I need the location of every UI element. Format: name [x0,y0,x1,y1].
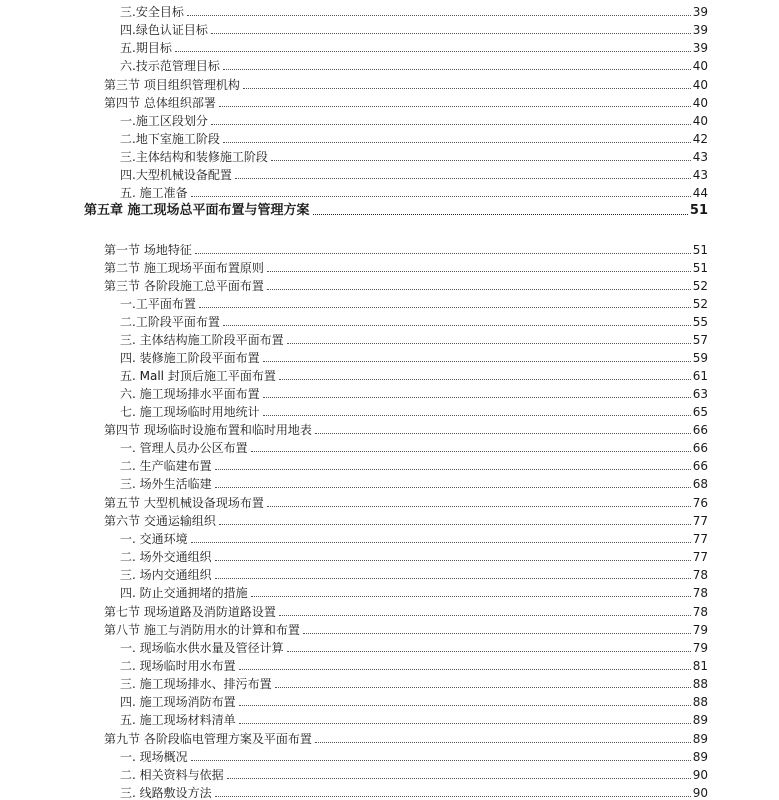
toc-page-number: 89 [692,713,708,727]
dot-leader [223,325,691,326]
toc-subsection-entry[interactable] [120,584,708,600]
toc-subsection-entry[interactable] [120,385,708,401]
toc-entry-label: 三. 场内交通组织 [120,568,212,582]
toc-page-number: 89 [692,750,708,764]
toc-subsection-entry[interactable] [120,313,708,329]
toc-page-number: 68 [692,477,708,491]
toc-page-number: 57 [692,333,708,347]
dot-leader [175,51,691,52]
dot-leader [223,142,691,143]
toc-entry-label: 五. 施工现场材料清单 [120,713,236,727]
toc-entry-label: 三. 线路敷设方法 [120,786,212,800]
toc-entry-label: 三. 主体结构施工阶段平面布置 [120,333,284,347]
dot-leader [279,615,691,616]
toc-entry-label: 五. Mall 封顶后施工平面布置 [120,369,276,383]
toc-subsection-entry[interactable] [120,21,708,37]
toc-entry-label: 二.工阶段平面布置 [120,315,220,329]
toc-page-number: 90 [692,786,708,800]
dot-leader [315,742,691,743]
dot-leader [215,487,691,488]
toc-page-number: 42 [692,132,708,146]
toc-page-number: 66 [692,459,708,473]
toc-page-number: 52 [692,279,708,293]
dot-leader [267,506,691,507]
toc-entry-label: 第四节 现场临时设施布置和临时用地表 [104,423,312,437]
toc-page-number: 40 [692,78,708,92]
toc-entry-label: 一.施工区段划分 [120,114,208,128]
dot-leader [219,524,691,525]
toc-page-number: 43 [692,150,708,164]
toc-page-number: 78 [692,605,708,619]
toc-entry-label: 一. 现场临水供水量及管径计算 [120,641,284,655]
toc-entry-label: 第九节 各阶段临电管理方案及平面布置 [104,732,312,746]
toc-subsection-entry[interactable] [120,57,708,73]
dot-leader [313,214,688,215]
toc-page-number: 88 [692,677,708,691]
toc-entry-label: 一. 交通环境 [120,532,188,546]
toc-subsection-entry[interactable] [120,148,708,164]
toc-page-number: 51 [689,203,708,218]
toc-page-number: 51 [692,261,708,275]
toc-page-number: 79 [692,641,708,655]
toc-page-number: 65 [692,405,708,419]
toc-page-number: 78 [692,568,708,582]
toc-entry-label: 第六节 交通运输组织 [104,514,216,528]
toc-subsection-entry[interactable] [120,112,708,128]
toc-subsection-entry[interactable] [120,675,708,691]
toc-entry-label: 五.期目标 [120,41,172,55]
dot-leader [219,106,691,107]
dot-leader [271,160,691,161]
toc-subsection-entry[interactable] [120,367,708,383]
toc-page-number: 39 [692,23,708,37]
toc-subsection-entry[interactable] [120,39,708,55]
toc-entry-label: 三. 施工现场排水、排污布置 [120,677,272,691]
toc-section-entry[interactable] [104,730,708,746]
toc-subsection-entry[interactable] [120,693,708,709]
dot-leader [263,361,691,362]
dot-leader [195,253,691,254]
toc-entry-label: 一.工平面布置 [120,297,196,311]
toc-section-entry[interactable] [104,512,708,528]
dot-leader [215,469,691,470]
toc-entry-label: 四. 装修施工阶段平面布置 [120,351,260,365]
toc-page-number: 43 [692,168,708,182]
toc-page-number: 81 [692,659,708,673]
toc-entry-label: 三.安全目标 [120,5,184,19]
toc-page-number: 39 [692,5,708,19]
toc-entry-label: 六. 施工现场排水平面布置 [120,387,260,401]
toc-section-entry[interactable] [104,277,708,293]
toc-subsection-entry[interactable] [120,530,708,546]
dot-leader [227,778,691,779]
toc-subsection-entry[interactable] [120,349,708,365]
dot-leader [191,760,691,761]
toc-page-number: 52 [692,297,708,311]
dot-leader [223,69,691,70]
toc-section-entry[interactable] [104,76,708,92]
dot-leader [251,451,691,452]
dot-leader [239,705,691,706]
toc-subsection-entry[interactable] [120,766,708,782]
toc-page-number: 88 [692,695,708,709]
toc-page-number: 76 [692,496,708,510]
dot-leader [187,15,691,16]
dot-leader [251,596,691,597]
toc-page-number: 78 [692,586,708,600]
toc-subsection-entry[interactable] [120,439,708,455]
toc-page-number: 77 [692,514,708,528]
toc-subsection-entry[interactable] [120,548,708,564]
toc-subsection-entry[interactable] [120,657,708,673]
dot-leader [275,687,691,688]
toc-entry-label: 第三节 项目组织管理机构 [104,78,240,92]
dot-leader [287,343,691,344]
toc-subsection-entry[interactable] [120,403,708,419]
toc-section-entry[interactable] [104,259,708,275]
toc-subsection-entry[interactable] [120,457,708,473]
dot-leader [239,669,691,670]
toc-page-number: 61 [692,369,708,383]
toc-subsection-entry[interactable] [120,166,708,182]
toc-subsection-entry[interactable] [120,331,708,347]
toc-entry-label: 第八节 施工与消防用水的计算和布置 [104,623,300,637]
dot-leader [191,542,691,543]
toc-subsection-entry[interactable] [120,130,708,146]
dot-leader [191,196,691,197]
dot-leader [303,633,691,634]
toc-page-number: 39 [692,41,708,55]
toc-page-number: 40 [692,96,708,110]
dot-leader [199,307,691,308]
toc-subsection-entry[interactable] [120,295,708,311]
toc-subsection-entry[interactable] [120,475,708,491]
toc-entry-label: 一. 现场概况 [120,750,188,764]
toc-subsection-entry[interactable] [120,639,708,655]
toc-entry-label: 第五节 大型机械设备现场布置 [104,496,264,510]
toc-entry-label: 四. 防止交通拥堵的措施 [120,586,248,600]
toc-entry-label: 二. 相关资料与依据 [120,768,224,782]
toc-section-entry[interactable] [104,241,708,257]
toc-section-entry[interactable] [104,94,708,110]
toc-entry-label: 二.地下室施工阶段 [120,132,220,146]
toc-page-number: 90 [692,768,708,782]
dot-leader [215,578,691,579]
dot-leader [215,796,691,797]
toc-entry-label: 第五章 施工现场总平面布置与管理方案 [84,203,310,218]
toc-entry-label: 四.大型机械设备配置 [120,168,232,182]
toc-page-number: 89 [692,732,708,746]
toc-subsection-entry[interactable] [120,184,708,200]
toc-entry-label: 第四节 总体组织部署 [104,96,216,110]
toc-section-entry[interactable] [104,494,708,510]
toc-entry-label: 二. 现场临时用水布置 [120,659,236,673]
dot-leader [315,433,691,434]
toc-entry-label: 二. 生产临建布置 [120,459,212,473]
dot-leader [243,88,691,89]
dot-leader [239,723,691,724]
toc-page-number: 77 [692,550,708,564]
dot-leader [235,178,691,179]
dot-leader [211,33,691,34]
dot-leader [287,651,691,652]
toc-section-entry[interactable] [104,603,708,619]
toc-entry-label: 六.技示范管理目标 [120,59,220,73]
toc-entry-label: 三.主体结构和装修施工阶段 [120,150,268,164]
dot-leader [263,415,691,416]
toc-page-number: 77 [692,532,708,546]
toc-page-number: 40 [692,114,708,128]
dot-leader [211,124,691,125]
toc-page-number: 40 [692,59,708,73]
dot-leader [263,397,691,398]
dot-leader [215,560,691,561]
toc-entry-label: 三. 场外生活临建 [120,477,212,491]
toc-entry-label: 第七节 现场道路及消防道路设置 [104,605,276,619]
toc-entry-label: 五. 施工准备 [120,186,188,200]
toc-entry-label: 第三节 各阶段施工总平面布置 [104,279,264,293]
toc-entry-label: 四.绿色认证目标 [120,23,208,37]
toc-chapter-entry[interactable] [84,202,708,218]
toc-subsection-entry[interactable] [120,3,708,19]
toc-entry-label: 第一节 场地特征 [104,243,192,257]
toc-page-number: 51 [692,243,708,257]
toc-entry-label: 四. 施工现场消防布置 [120,695,236,709]
toc-subsection-entry[interactable] [120,748,708,764]
toc-subsection-entry[interactable] [120,566,708,582]
toc-section-entry[interactable] [104,621,708,637]
dot-leader [267,289,691,290]
toc-page-number: 66 [692,423,708,437]
toc-entry-label: 七. 施工现场临时用地统计 [120,405,260,419]
toc-entry-label: 第二节 施工现场平面布置原则 [104,261,264,275]
toc-page-number: 66 [692,441,708,455]
toc-page-number: 59 [692,351,708,365]
toc-subsection-entry[interactable] [120,784,708,800]
toc-subsection-entry[interactable] [120,711,708,727]
toc-page-number: 63 [692,387,708,401]
toc-page-number: 79 [692,623,708,637]
toc-entry-label: 二. 场外交通组织 [120,550,212,564]
toc-section-entry[interactable] [104,421,708,437]
toc-page-number: 55 [692,315,708,329]
dot-leader [279,379,691,380]
toc-entry-label: 一. 管理人员办公区布置 [120,441,248,455]
toc-page-number: 44 [692,186,708,200]
dot-leader [267,271,691,272]
